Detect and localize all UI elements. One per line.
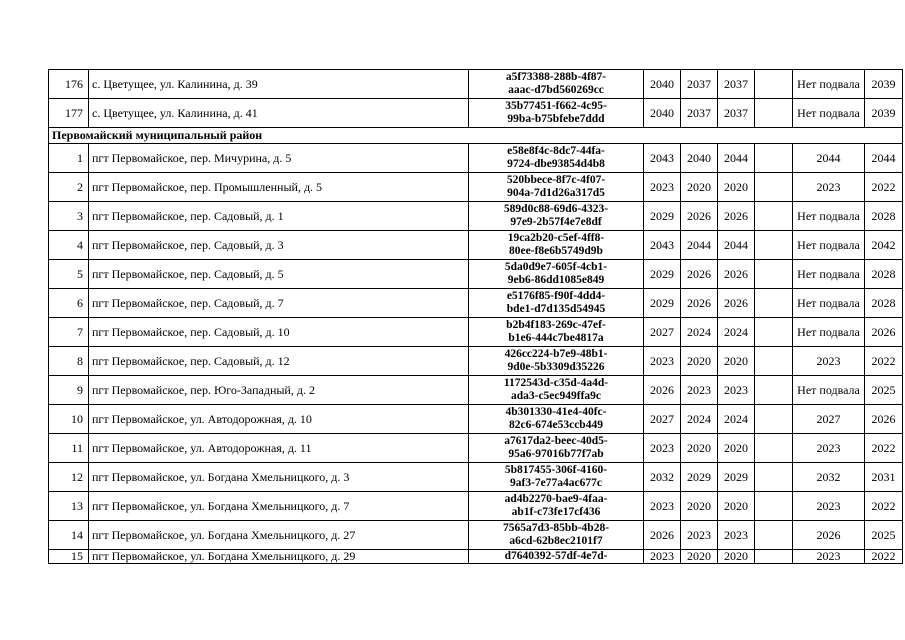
year-cell: 2028 [865,289,903,318]
address-cell: пгт Первомайское, ул. Автодорожная, д. 10 [89,405,469,434]
guid-part: 904a-7d1d26a317d5 [507,187,605,199]
guid-cell [469,521,644,550]
year-cell: 2023 [644,173,681,202]
year-cell: 2037 [681,99,718,128]
year-cell: 2024 [681,318,718,347]
address-cell: с. Цветущее, ул. Калинина, д. 39 [89,70,469,99]
guid-part: 99ba-b75bfebe7ddd [507,113,605,125]
year-cell: 2042 [865,231,903,260]
address-cell: пгт Первомайское, пер. Промышленный, д. 5 [89,173,469,202]
year-cell [755,260,793,289]
table-row [49,347,903,376]
row-number: 12 [49,463,89,492]
guid-cell [469,260,644,289]
row-number: 3 [49,202,89,231]
row-number: 10 [49,405,89,434]
guid-part: 35b77451-f662-4c95- [505,100,607,112]
basement-cell: 2026 [793,521,865,550]
guid-part: 9724-dbe93854d4b8 [507,158,605,170]
year-cell: 2039 [865,99,903,128]
guid-part: 5b817455-306f-4160- [504,464,608,476]
year-cell: 2026 [681,289,718,318]
basement-cell: Нет подвала [793,289,865,318]
guid-part: ab1f-c73fe17cf436 [511,506,601,518]
year-cell: 2020 [681,173,718,202]
year-cell: 2022 [865,492,903,521]
year-cell [755,144,793,173]
guid-cell [469,347,644,376]
year-cell [755,376,793,405]
guid-part: aaac-d7bd560269cc [508,84,604,96]
year-cell: 2024 [681,405,718,434]
address-cell: пгт Первомайское, пер. Садовый, д. 7 [89,289,469,318]
basement-cell: 2023 [793,173,865,202]
year-cell: 2026 [681,260,718,289]
row-number: 7 [49,318,89,347]
year-cell [755,202,793,231]
address-cell: пгт Первомайское, пер. Садовый, д. 5 [89,260,469,289]
year-cell: 2028 [865,260,903,289]
row-number: 5 [49,260,89,289]
guid-part: a6cd-62b8ec2101f7 [509,535,603,547]
year-cell: 2026 [865,405,903,434]
year-cell: 2026 [865,318,903,347]
basement-cell: Нет подвала [793,202,865,231]
guid-part: 7565a7d3-85bb-4b28- [502,522,610,534]
table-row [49,405,903,434]
basement-cell: Нет подвала [793,99,865,128]
address-cell: пгт Первомайское, пер. Садовый, д. 10 [89,318,469,347]
guid-part: 5da0d9e7-605f-4cb1- [504,261,608,273]
guid-part: a5f73388-288b-4f87- [505,71,607,83]
year-cell: 2029 [644,289,681,318]
year-cell: 2023 [644,434,681,463]
guid-part: b2b4f183-269c-47ef- [506,319,606,331]
table-row [49,260,903,289]
guid-part: 19ca2b20-c5ef-4ff8- [507,232,605,244]
year-cell: 2031 [865,463,903,492]
year-cell: 2022 [865,434,903,463]
year-cell: 2027 [644,405,681,434]
row-number: 4 [49,231,89,260]
guid-part: 82c6-674e53ccb449 [509,419,603,431]
guid-cell [469,463,644,492]
address-cell: пгт Первомайское, пер. Садовый, д. 12 [89,347,469,376]
guid-part: e5176f85-f90f-4dd4- [506,290,606,302]
year-cell: 2044 [718,231,755,260]
year-cell: 2026 [644,521,681,550]
year-cell: 2032 [644,463,681,492]
housing-table [48,69,903,564]
row-number: 15 [49,550,89,564]
guid-part: 520bbece-8f7c-4f07- [506,174,606,186]
year-cell: 2040 [644,99,681,128]
table-body [49,70,903,564]
guid-part: 80ee-f8e6b5749d9b [509,245,603,257]
section-title: Первомайский муниципальный район [49,128,903,144]
guid-part: 9d0e-5b3309d35226 [507,361,605,373]
year-cell: 2027 [644,318,681,347]
table-row [49,99,903,128]
year-cell [755,173,793,202]
basement-cell: 2023 [793,550,865,564]
guid-part: 97e9-2b57f4e7e8df [510,216,602,228]
year-cell [755,521,793,550]
year-cell: 2025 [865,376,903,405]
guid-cell [469,173,644,202]
guid-part: ad4b2270-bae9-4faa- [504,493,608,505]
year-cell: 2044 [865,144,903,173]
row-number: 2 [49,173,89,202]
year-cell: 2024 [718,405,755,434]
year-cell [755,405,793,434]
address-cell: пгт Первомайское, ул. Богдана Хмельницкого, д. 27 [89,521,469,550]
table-row [49,376,903,405]
row-number: 177 [49,99,89,128]
year-cell: 2026 [718,260,755,289]
table-row [49,492,903,521]
section-row [49,128,903,144]
year-cell: 2029 [681,463,718,492]
row-number: 14 [49,521,89,550]
year-cell: 2023 [644,550,681,564]
year-cell: 2024 [718,318,755,347]
year-cell: 2026 [718,202,755,231]
basement-cell: 2023 [793,492,865,521]
year-cell: 2022 [865,347,903,376]
row-number: 8 [49,347,89,376]
guid-part: d7640392-57df-4e7d- [504,550,608,562]
guid-part: 589d0c88-69d6-4323- [503,203,609,215]
basement-cell: 2032 [793,463,865,492]
year-cell: 2037 [718,99,755,128]
basement-cell: 2044 [793,144,865,173]
guid-cell [469,318,644,347]
table-row [49,70,903,99]
guid-cell [469,550,644,564]
row-number: 1 [49,144,89,173]
year-cell: 2023 [718,376,755,405]
year-cell: 2022 [865,550,903,564]
address-cell: пгт Первомайское, пер. Садовый, д. 3 [89,231,469,260]
year-cell [755,289,793,318]
year-cell: 2044 [718,144,755,173]
address-cell: пгт Первомайское, пер. Садовый, д. 1 [89,202,469,231]
guid-cell [469,405,644,434]
row-number: 9 [49,376,89,405]
year-cell: 2040 [681,144,718,173]
guid-cell [469,202,644,231]
year-cell: 2020 [681,550,718,564]
year-cell: 2023 [644,347,681,376]
address-cell: пгт Первомайское, ул. Богдана Хмельницкого, д. 3 [89,463,469,492]
table-row [49,289,903,318]
guid-part: b1e6-444c7be4817a [508,332,604,344]
year-cell [755,492,793,521]
guid-part: a7617da2-beec-40d5- [504,435,608,447]
year-cell [755,434,793,463]
table-row [49,318,903,347]
guid-cell [469,289,644,318]
basement-cell: 2027 [793,405,865,434]
year-cell: 2023 [681,376,718,405]
guid-part: 9af3-7e77a4ac677c [510,477,602,489]
year-cell: 2020 [681,434,718,463]
year-cell [755,99,793,128]
year-cell: 2020 [718,173,755,202]
year-cell: 2026 [718,289,755,318]
table-row [49,231,903,260]
year-cell [755,70,793,99]
basement-cell: Нет подвала [793,318,865,347]
year-cell: 2043 [644,231,681,260]
basement-cell: Нет подвала [793,231,865,260]
address-cell: пгт Первомайское, ул. Богдана Хмельницкого, д. 7 [89,492,469,521]
guid-part: 426cc224-b7e9-48b1- [504,348,608,360]
guid-part: 9eb6-86dd1085e849 [507,274,605,286]
guid-cell [469,376,644,405]
year-cell: 2023 [644,492,681,521]
basement-cell: Нет подвала [793,70,865,99]
guid-cell [469,492,644,521]
basement-cell: 2023 [793,347,865,376]
year-cell: 2023 [718,521,755,550]
year-cell: 2020 [681,347,718,376]
year-cell: 2025 [865,521,903,550]
table-row [49,144,903,173]
year-cell [755,347,793,376]
year-cell [755,318,793,347]
row-number: 13 [49,492,89,521]
year-cell: 2044 [681,231,718,260]
guid-cell [469,144,644,173]
address-cell: пгт Первомайское, пер. Мичурина, д. 5 [89,144,469,173]
address-cell: пгт Первомайское, ул. Автодорожная, д. 11 [89,434,469,463]
guid-part: 1172543d-c35d-4a4d- [503,377,609,389]
year-cell: 2020 [718,550,755,564]
table-row [49,463,903,492]
basement-cell: Нет подвала [793,260,865,289]
year-cell: 2029 [644,260,681,289]
row-number: 11 [49,434,89,463]
year-cell [755,550,793,564]
year-cell: 2029 [644,202,681,231]
basement-cell: Нет подвала [793,376,865,405]
year-cell: 2039 [865,70,903,99]
guid-part: bde1-d7d135d54945 [506,303,606,315]
address-cell: пгт Первомайское, пер. Юго-Западный, д. 2 [89,376,469,405]
year-cell: 2020 [718,434,755,463]
table-row [49,550,903,564]
row-number: 176 [49,70,89,99]
year-cell: 2037 [718,70,755,99]
table-row [49,434,903,463]
year-cell: 2040 [644,70,681,99]
guid-cell [469,70,644,99]
year-cell: 2043 [644,144,681,173]
guid-cell [469,231,644,260]
address-cell: с. Цветущее, ул. Калинина, д. 41 [89,99,469,128]
year-cell: 2037 [681,70,718,99]
table-row [49,202,903,231]
year-cell: 2026 [644,376,681,405]
row-number: 6 [49,289,89,318]
year-cell [755,231,793,260]
guid-cell [469,99,644,128]
table-row [49,173,903,202]
year-cell: 2023 [681,521,718,550]
year-cell [755,463,793,492]
guid-part: e58e8f4c-8dc7-44fa- [507,145,605,157]
guid-part: 4b301330-41e4-40fc- [505,406,607,418]
basement-cell: 2023 [793,434,865,463]
year-cell: 2028 [865,202,903,231]
table-row [49,521,903,550]
year-cell: 2020 [718,492,755,521]
address-cell: пгт Первомайское, ул. Богдана Хмельницкого, д. 29 [89,550,469,564]
guid-cell [469,434,644,463]
guid-part: ada3-c5ec949ffa9c [510,390,602,402]
year-cell: 2022 [865,173,903,202]
guid-part: 95a6-97016b77f7ab [508,448,604,460]
year-cell: 2020 [681,492,718,521]
year-cell: 2029 [718,463,755,492]
year-cell: 2026 [681,202,718,231]
year-cell: 2020 [718,347,755,376]
